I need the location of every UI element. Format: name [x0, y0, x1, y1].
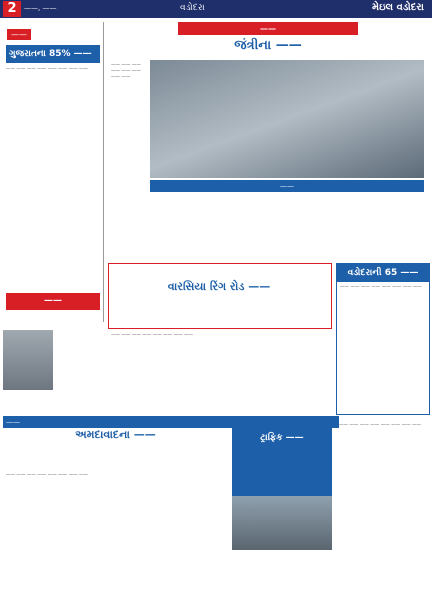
middle-body: —— —— —— —— —— —— —— —— — [111, 333, 194, 338]
masthead — [0, 0, 432, 18]
section-name: વડોદરા — [180, 3, 205, 13]
sidebar-headline: ગુજરાતના 85% —— — [6, 45, 100, 63]
sidebar-column — [3, 22, 104, 322]
bottom-story — [3, 428, 228, 442]
issue-date: ——, —— — [24, 4, 57, 12]
right-body: —— —— —— —— —— —— —— —— — [340, 285, 423, 290]
sidebar-strap: —— — [6, 293, 100, 310]
lead-body: —— —— —— —— —— —— —— —— — [111, 63, 141, 80]
traffic-photo — [232, 496, 332, 550]
traffic-headline: ટ્રાફિક —— — [260, 433, 304, 443]
middle-headline: વારસિયા રિંગ રોડ —— — [167, 280, 271, 293]
reporter-photo — [3, 330, 53, 390]
lead-headline: જંત્રીના —— — [234, 38, 302, 53]
edition-name: મેઇલ વડોદરા — [372, 2, 424, 13]
lead-photo — [150, 60, 424, 178]
sidebar-body: —— —— —— —— —— —— —— —— — [6, 67, 89, 72]
lead-kicker: —— — [178, 22, 358, 35]
bottom-bar: —— — [3, 416, 339, 428]
bottom-headline: અમદાવાદના —— — [75, 428, 156, 441]
right-story-box — [336, 263, 430, 415]
right-column: —— —— —— —— —— —— —— —— — [339, 423, 422, 428]
right-headline: વડોદરાની 65 —— — [337, 264, 429, 282]
middle-story — [108, 266, 330, 294]
photo-caption: —— — [150, 180, 424, 192]
bottom-body: —— —— —— —— —— —— —— —— — [6, 473, 89, 478]
sidebar-tag: —— — [7, 29, 31, 40]
page-number: 2 — [3, 1, 21, 17]
traffic-box — [232, 428, 332, 496]
lead-story — [108, 22, 428, 56]
